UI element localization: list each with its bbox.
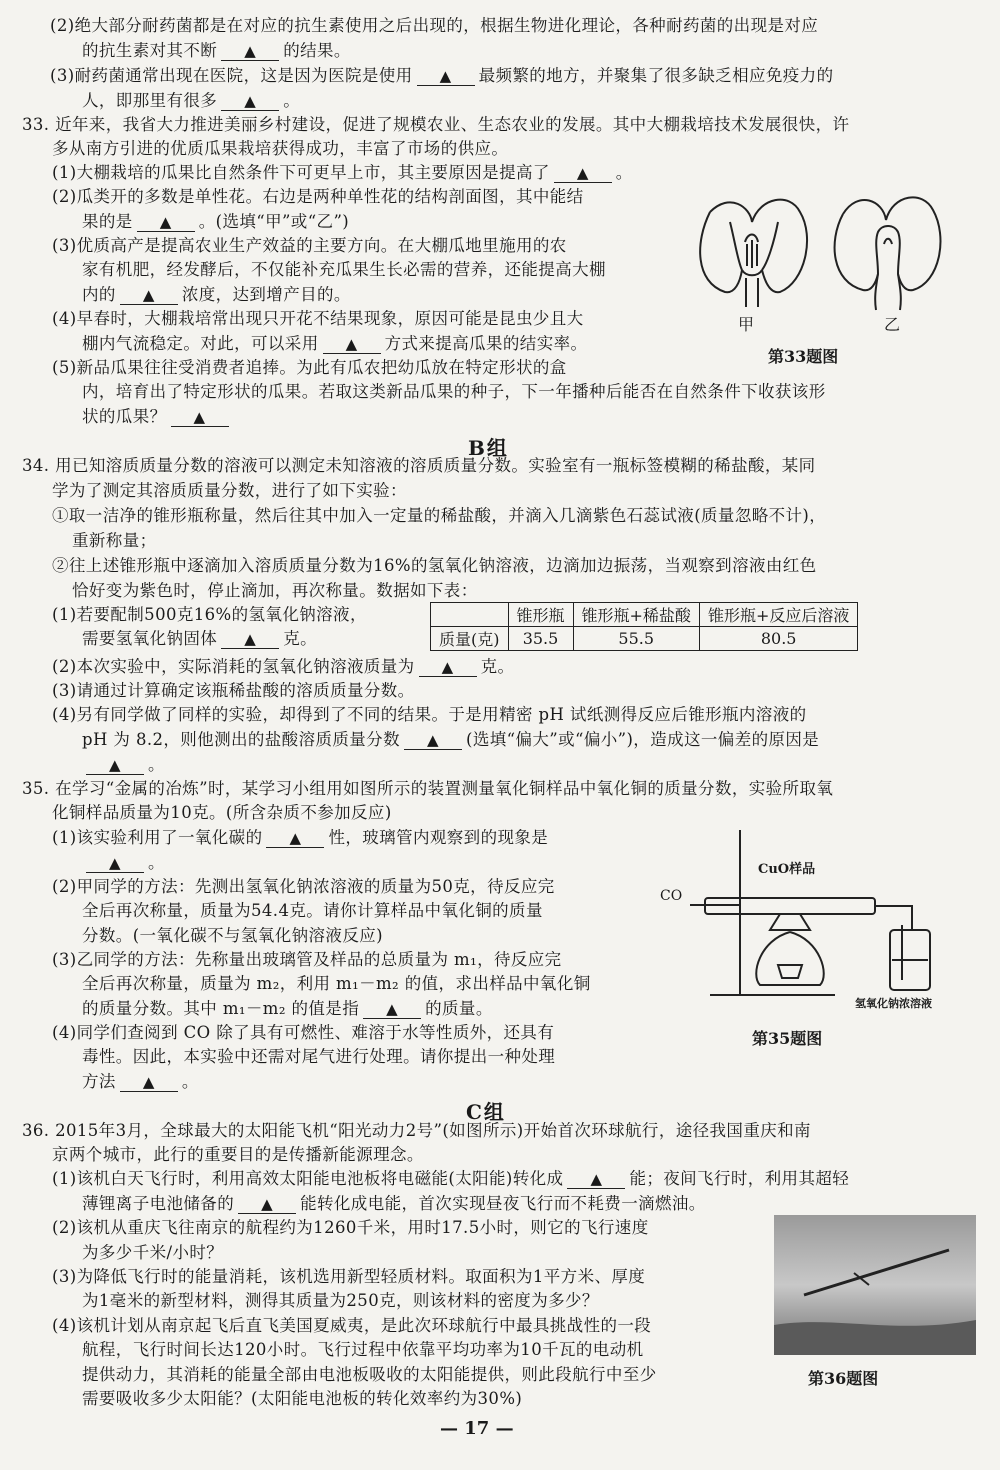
text-line xyxy=(52,235,567,257)
triangle-marker-icon: ▲ xyxy=(244,630,257,648)
line-text: 航程，飞行时间长达120小时。飞行过程中依靠平均功率为10千瓦的电动机 xyxy=(82,1340,644,1359)
text-line xyxy=(82,40,351,62)
triangle-marker-icon: ▲ xyxy=(386,1000,399,1018)
line-text: (4)该机计划从南京起飞后直飞美国夏威夷，是此次环球航行中最具挑战性的一段 xyxy=(52,1316,652,1335)
line-text: 果的是 xyxy=(82,212,133,231)
answer-blank[interactable] xyxy=(120,1073,178,1092)
text-line xyxy=(52,162,633,184)
line-text: 克。 xyxy=(283,629,318,648)
line-text: (2)甲同学的方法：先测出氢氧化钠浓溶液的质量为50克，待反应完 xyxy=(52,877,555,896)
text-line xyxy=(52,308,584,330)
line-text: 。 xyxy=(283,91,301,110)
text-line xyxy=(82,925,383,947)
co-gas-label: CO xyxy=(660,888,683,904)
flower-yi-label: 乙 xyxy=(884,315,901,334)
line-text: 浓度，达到增产目的。 xyxy=(181,285,351,304)
line-text: 京两个城市，此行的重要目的是传播新能源理念。 xyxy=(52,1145,424,1164)
line-text: (1)该机白天飞行时，利用高效太阳能电池板将电磁能(太阳能)转化成 xyxy=(52,1169,564,1188)
line-text: ②往上述锥形瓶中逐滴加入溶质质量分数为16%的氢氧化钠溶液，边滴加边振荡，当观察到溶液由红色 xyxy=(52,556,817,575)
text-line xyxy=(82,900,543,922)
triangle-marker-icon: ▲ xyxy=(142,1073,155,1091)
answer-blank[interactable] xyxy=(171,408,229,427)
line-text: (3)为降低飞行时的能量消耗，该机选用新型轻质材料。取面积为1平方米、厚度 xyxy=(52,1267,646,1286)
flower-yi-drawing xyxy=(835,197,941,310)
answer-blank[interactable] xyxy=(323,335,381,354)
line-text: 重新称量； xyxy=(72,531,157,550)
line-text: 的质量分数。其中 m₁－m₂ 的值是指 xyxy=(82,999,360,1018)
text-line xyxy=(52,604,367,626)
answer-blank[interactable] xyxy=(363,1000,421,1019)
text-line xyxy=(52,1217,649,1239)
table-header-cell: 锥形瓶+反应后溶液 xyxy=(699,603,857,627)
table-header-cell: 锥形瓶 xyxy=(508,603,573,627)
table-cell: 80.5 xyxy=(699,627,857,651)
line-text: 35. 在学习“金属的冶炼”时，某学习小组用如图所示的装置测量氧化铜样品中氧化铜的质量分数，实验所取氧 xyxy=(22,779,834,798)
triangle-marker-icon: ▲ xyxy=(244,92,257,110)
line-text: 分数。(一氧化碳不与氢氧化钠溶液反应) xyxy=(82,926,383,945)
text-line xyxy=(82,1290,599,1312)
triangle-marker-icon: ▲ xyxy=(159,213,172,231)
line-text: (4)早春时，大棚栽培常出现只开花不结果现象，原因可能是昆虫少且大 xyxy=(52,309,584,328)
line-text: (3)耐药菌通常出现在医院，这是因为医院是使用 xyxy=(50,66,413,85)
line-text: 提供动力，其消耗的能量全部由电池板吸收的太阳能提供，则此段航行中至少 xyxy=(82,1365,657,1384)
answer-blank[interactable] xyxy=(417,67,475,86)
table-cell: 55.5 xyxy=(573,627,699,651)
text-line xyxy=(82,998,493,1020)
line-text: (1)该实验利用了一氧化碳的 xyxy=(52,828,263,847)
line-text: (4)另有同学做了同样的实验，却得到了不同的结果。于是用精密 pH 试纸测得反应后锥形瓶内溶液的 xyxy=(52,705,807,724)
line-text: 。 xyxy=(181,1072,199,1091)
line-text: 克。 xyxy=(480,657,515,676)
triangle-marker-icon: ▲ xyxy=(109,854,121,872)
text-line xyxy=(82,852,165,874)
line-text: (2)该机从重庆飞往南京的航程约为1260千米，用时17.5小时，则它的飞行速度 xyxy=(52,1218,649,1237)
text-line xyxy=(82,1193,706,1215)
table-cell: 35.5 xyxy=(508,627,573,651)
line-text: (5)新品瓜果往往受消费者追捧。为此有瓜农把幼瓜放在特定形状的盒 xyxy=(52,358,567,377)
table-header-cell: 锥形瓶+稀盐酸 xyxy=(573,603,699,627)
answer-blank[interactable] xyxy=(137,213,195,232)
triangle-marker-icon: ▲ xyxy=(590,1170,603,1188)
line-text: (3)优质高产是提高农业生产效益的主要方向。在大棚瓜地里施用的农 xyxy=(52,236,567,255)
line-text: 毒性。因此，本实验中还需对尾气进行处理。请你提出一种处理 xyxy=(82,1047,556,1066)
line-text: ①取一洁净的锥形瓶称量，然后往其中加入一定量的稀盐酸，并滴入几滴紫色石蕊试液(质量忽略不计)， xyxy=(52,506,827,525)
triangle-marker-icon: ▲ xyxy=(193,408,206,426)
text-line xyxy=(72,530,157,552)
text-line xyxy=(82,1046,555,1068)
text-line xyxy=(82,381,826,403)
text-line xyxy=(52,1315,651,1337)
line-text: (3)请通过计算确定该瓶稀盐酸的溶质质量分数。 xyxy=(52,681,415,700)
answer-blank[interactable] xyxy=(221,42,279,61)
table-header-cell xyxy=(431,603,509,627)
line-text: pH 为 8.2，则他测出的盐酸溶质质量分数 xyxy=(82,730,400,749)
section-b-heading: B组 xyxy=(468,436,509,460)
page-number: — 17 — xyxy=(440,1418,514,1439)
text-line xyxy=(52,1144,424,1166)
section-c-heading: C组 xyxy=(466,1100,506,1124)
flower-jia-label: 甲 xyxy=(738,315,755,334)
answer-blank[interactable] xyxy=(221,630,279,649)
text-line xyxy=(52,704,807,726)
text-line xyxy=(82,90,300,112)
text-line xyxy=(50,65,833,87)
triangle-marker-icon: ▲ xyxy=(289,829,302,847)
text-line xyxy=(52,505,826,527)
text-line xyxy=(82,284,351,306)
text-line xyxy=(52,357,567,379)
flower-jia-drawing xyxy=(700,200,807,307)
text-line xyxy=(52,1266,645,1288)
text-line xyxy=(82,259,606,281)
figure-35-caption: 第35题图 xyxy=(752,1029,823,1048)
line-text: 方法 xyxy=(82,1072,116,1091)
line-text: 的质量。 xyxy=(425,999,493,1018)
flower-diagram xyxy=(690,182,960,332)
triangle-marker-icon: ▲ xyxy=(142,286,155,304)
text-line xyxy=(72,580,478,602)
apparatus-diagram xyxy=(650,820,940,1010)
line-text: 的抗生素对其不断 xyxy=(82,41,218,60)
line-text: 化铜样品质量为10克。(所含杂质不参加反应) xyxy=(52,803,392,822)
text-line xyxy=(82,754,165,776)
answer-blank[interactable] xyxy=(554,164,612,183)
text-line xyxy=(52,827,548,849)
text-line xyxy=(52,186,584,208)
text-line xyxy=(82,406,233,428)
text-line xyxy=(82,1242,223,1264)
answer-blank[interactable] xyxy=(120,286,178,305)
triangle-marker-icon: ▲ xyxy=(427,731,439,749)
triangle-marker-icon: ▲ xyxy=(441,658,454,676)
line-text: (2)瓜类开的多数是单性花。右边是两种单性花的结构剖面图，其中能结 xyxy=(52,187,584,206)
answer-blank[interactable] xyxy=(86,756,144,775)
triangle-marker-icon: ▲ xyxy=(261,1195,274,1213)
text-line xyxy=(50,15,818,37)
answer-blank[interactable] xyxy=(404,731,462,750)
line-text: 。 xyxy=(615,163,633,182)
line-text: 为多少千米/小时？ xyxy=(82,1243,224,1262)
triangle-marker-icon: ▲ xyxy=(244,42,257,60)
line-text: (2)绝大部分耐药菌都是在对应的抗生素使用之后出现的，根据生物进化理论，各种耐药菌的出现是对应 xyxy=(50,16,819,35)
line-text: 为1毫米的新型材料，测得其质量为250克，则该材料的密度为多少？ xyxy=(82,1291,599,1310)
triangle-marker-icon: ▲ xyxy=(345,335,358,353)
line-text: 的结果。 xyxy=(283,41,351,60)
line-text: 能转化成电能，首次实现昼夜飞行而不耗费一滴燃油。 xyxy=(300,1194,706,1213)
line-text: (1)大棚栽培的瓜果比自然条件下可更早上市，其主要原因是提高了 xyxy=(52,163,550,182)
text-line xyxy=(82,211,349,233)
text-line xyxy=(52,656,514,678)
triangle-marker-icon: ▲ xyxy=(439,67,452,85)
table-row-label: 质量(克) xyxy=(431,627,509,651)
line-text: 36. 2015年3月，全球最大的太阳能飞机“阳光动力2号”(如图所示)开始首次环球航行，途径我国重庆和南 xyxy=(22,1121,811,1140)
answer-blank[interactable] xyxy=(221,92,279,111)
line-text: 性，玻璃管内观察到的现象是 xyxy=(328,828,549,847)
line-text: 棚内气流稳定。对此，可以采用 xyxy=(82,334,319,353)
text-line xyxy=(82,1339,644,1361)
text-line xyxy=(82,333,587,355)
line-text: 多从南方引进的优质瓜果栽培获得成功，丰富了市场的供应。 xyxy=(52,139,509,158)
text-line xyxy=(52,480,407,502)
line-text: 全后再次称量，质量为54.4克。请你计算样品中氧化铜的质量 xyxy=(82,901,543,920)
text-line xyxy=(82,1388,522,1410)
naoh-bottle-label: 氢氧化钠浓溶液 xyxy=(855,997,932,1010)
triangle-marker-icon: ▲ xyxy=(576,164,589,182)
line-text: 。 xyxy=(148,755,165,774)
line-text: (选填“偏大”或“偏小”)，造成这一偏差的原因是 xyxy=(465,730,820,749)
line-text: 33. 近年来，我省大力推进美丽乡村建设，促进了规模农业、生态农业的发展。其中大棚栽培技术发展很快，许 xyxy=(22,115,850,134)
line-text: 人，即那里有很多 xyxy=(82,91,218,110)
line-text: (2)本次实验中，实际消耗的氢氧化钠溶液质量为 xyxy=(52,657,415,676)
text-line xyxy=(82,628,317,650)
text-line xyxy=(52,138,508,160)
line-text: 状的瓜果？ xyxy=(82,407,167,426)
answer-blank[interactable] xyxy=(238,1195,296,1214)
figure-33-caption: 第33题图 xyxy=(768,347,839,366)
line-text: 需要吸收多少太阳能？(太阳能电池板的转化效率约为30%) xyxy=(82,1389,523,1408)
solar-plane-photo xyxy=(774,1215,976,1355)
text-line xyxy=(52,876,555,898)
text-line xyxy=(82,1071,199,1093)
line-text: 最频繁的地方，并聚集了很多缺乏相应免疫力的 xyxy=(478,66,834,85)
text-line xyxy=(22,114,849,136)
text-line xyxy=(52,802,392,824)
text-line xyxy=(52,555,817,577)
text-line xyxy=(52,1022,554,1044)
line-text: 全后再次称量，质量为 m₂，利用 m₁－m₂ 的值，求出样品中氧化铜 xyxy=(82,974,591,993)
line-text: 学为了测定其溶质质量分数，进行了如下实验： xyxy=(52,481,407,500)
line-text: (3)乙同学的方法：先称量出玻璃管及样品的总质量为 m₁，待反应完 xyxy=(52,950,562,969)
answer-blank[interactable] xyxy=(266,829,324,848)
line-text: 薄锂离子电池储备的 xyxy=(82,1194,235,1213)
line-text: 34. 用已知溶质质量分数的溶液可以测定未知溶液的溶质质量分数。实验室有一瓶标签模糊的稀盐酸，某同 xyxy=(22,456,816,475)
line-text: 内的 xyxy=(82,285,116,304)
cuo-sample-label: CuO样品 xyxy=(758,862,816,877)
answer-blank[interactable] xyxy=(567,1170,625,1189)
text-line xyxy=(52,949,562,971)
line-text: 恰好变为紫色时，停止滴加，再次称量。数据如下表： xyxy=(72,581,478,600)
text-line xyxy=(82,973,591,995)
answer-blank[interactable] xyxy=(86,854,144,873)
text-line xyxy=(22,1120,811,1142)
text-line xyxy=(52,680,415,702)
line-text: 家有机肥，经发酵后，不仅能补充瓜果生长必需的营养，还能提高大棚 xyxy=(82,260,606,279)
answer-blank[interactable] xyxy=(419,658,477,677)
line-text: 内，培育出了特定形状的瓜果。若取这类新品瓜果的种子，下一年播种后能否在自然条件下收获该形 xyxy=(82,382,826,401)
text-line xyxy=(22,778,833,800)
line-text: 方式来提高瓜果的结实率。 xyxy=(384,334,588,353)
text-line xyxy=(82,729,819,751)
table-row xyxy=(431,627,858,651)
line-text: (1)若要配制500克16%的氢氧化钠溶液， xyxy=(52,605,367,624)
text-line xyxy=(22,455,816,477)
line-text: 能；夜间飞行时，利用其超轻 xyxy=(629,1169,850,1188)
figure-36-caption: 第36题图 xyxy=(808,1369,879,1388)
table-header-row xyxy=(431,603,858,627)
data-table xyxy=(430,602,858,651)
triangle-marker-icon: ▲ xyxy=(109,756,121,774)
line-text: 。(选填“甲”或“乙”) xyxy=(198,212,350,231)
text-line xyxy=(52,1168,849,1190)
text-line xyxy=(82,1364,657,1386)
line-text: 需要氢氧化钠固体 xyxy=(82,629,218,648)
line-text: (4)同学们查阅到 CO 除了具有可燃性、难溶于水等性质外，还具有 xyxy=(52,1023,555,1042)
line-text: 。 xyxy=(148,853,165,872)
